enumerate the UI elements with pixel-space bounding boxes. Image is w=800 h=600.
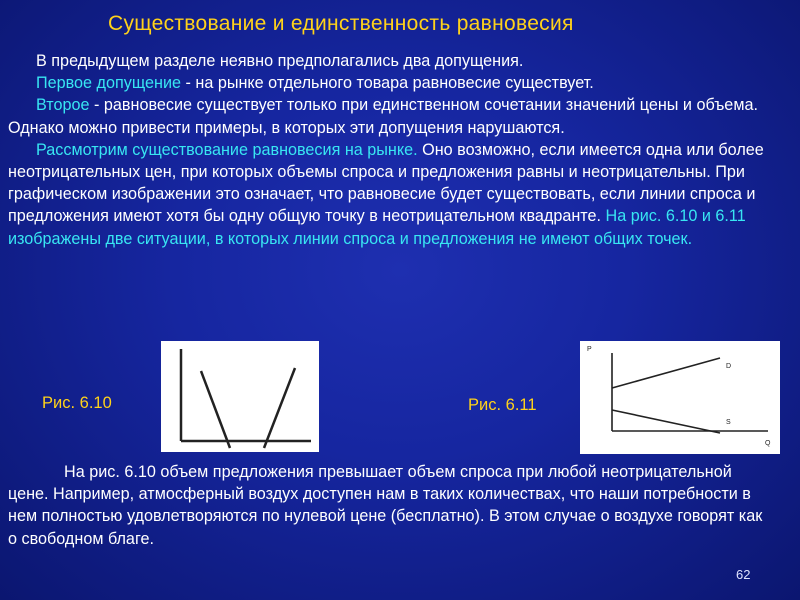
figure-6-11-label: Рис. 6.11	[468, 396, 537, 414]
second-assumption-text: - равновесие существует только при единственном сочетании значений цены и объема. Однако можно привести примеры, в которых эти допущения нарушаются.	[8, 96, 758, 137]
supply-line	[612, 410, 720, 433]
figure-6-11	[580, 341, 780, 454]
conclusion-text	[8, 461, 773, 550]
page-number: 62	[736, 567, 751, 582]
first-assumption-label: Первое допущение	[36, 74, 181, 93]
demand-line	[201, 371, 230, 448]
slide-title: Существование и единственность равновесия	[108, 12, 574, 35]
figure-6-11-graph	[580, 341, 780, 454]
second-assumption-label: Второе	[36, 96, 90, 115]
line-d-label: D	[726, 363, 732, 370]
conclusion-paragraph: На рис. 6.10 объем предложения превышает объем спроса при любой неотрицательной цене. Например, атмосферный воздух доступен нам в таких количествах, что наши потребности в нем полностью удовлетворяются по нулевой цене (бесплатно). В этом случае о воздухе говорят как о свободном благе.	[8, 463, 763, 548]
figure-6-10-label: Рис. 6.10	[42, 394, 112, 412]
intro-text	[8, 50, 773, 250]
figures-note: На рис. 6.10 и 6.11 изображены две ситуации, в которых линии спроса и предложения не имеют общих точек.	[8, 207, 746, 248]
line-s-label: S	[726, 419, 731, 426]
figure-6-10	[161, 341, 319, 452]
intro-line-1: В предыдущем разделе неявно предполагались два допущения.	[36, 52, 524, 70]
axis-p-label: P	[587, 346, 592, 353]
axis-q-label: Q	[765, 440, 771, 447]
supply-line	[264, 368, 295, 448]
first-assumption-text: - на рынке отдельного товара равновесие существует.	[181, 74, 594, 93]
figure-6-10-graph	[161, 341, 319, 452]
consider-text: Оно возможно, если имеется одна или более неотрицательных цен, при которых объемы спроса и предложения равны и неотрицательны. При графическом изображении это означает, что равновесие будет существовать, если линии спроса и предложения имеют хотя бы одну общую точку в неотрицательном квадранте.	[8, 140, 764, 226]
consider-label: Рассмотрим существование равновесия на рынке.	[36, 140, 418, 159]
demand-line	[612, 358, 720, 388]
